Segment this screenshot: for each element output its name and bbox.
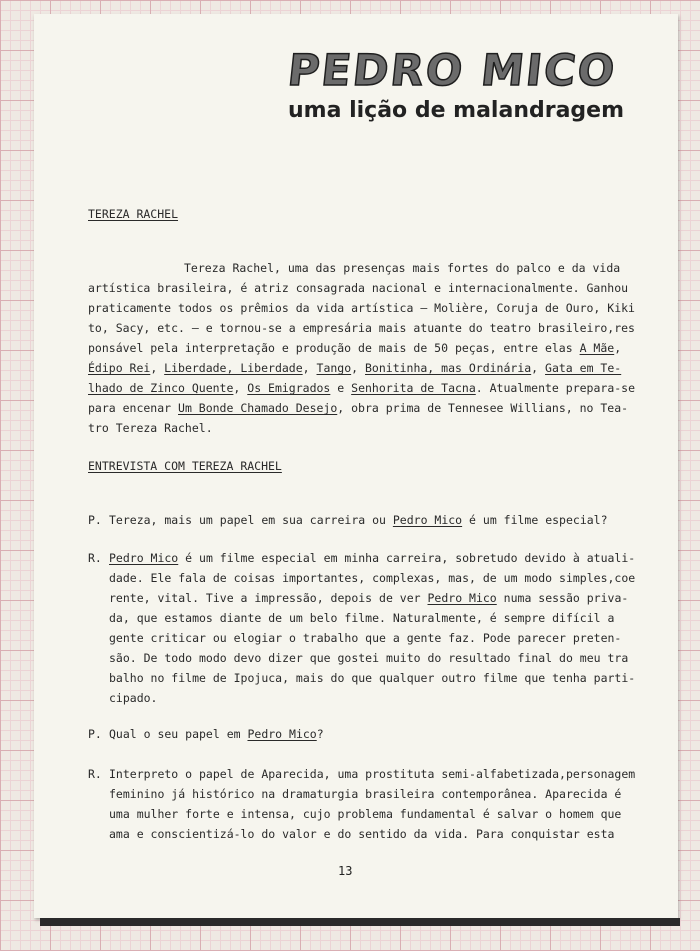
answer-2-text [109, 764, 636, 844]
answer-label: R. [88, 551, 102, 565]
text-line: para encenar Um Bonde Chamado Desejo, obra prima de Tennesee Willians, no Tea- [88, 401, 629, 415]
text-line: gente criticar ou elogiar o trabalho que a gente faz. Pode parecer preten- [109, 631, 622, 645]
text-line: uma mulher forte e intensa, cujo problema fundamental é salvar o homem que [109, 807, 622, 821]
question-2 [88, 724, 613, 744]
question-label: P. [88, 513, 102, 527]
logo-subtitle: uma lição de malandragem [288, 98, 625, 123]
text-line: rente, vital. Tive a impressão, depois de ver Pedro Mico numa sessão priva- [109, 591, 629, 605]
section-heading-interview: ENTREVISTA COM TEREZA RACHEL [88, 459, 282, 473]
text-line: to, Sacy, etc. — e tornou-se a empresária mais atuante do teatro brasileiro,res [88, 321, 635, 335]
answer-label: R. [88, 767, 102, 781]
answer-1-text [109, 548, 636, 708]
text-line: artística brasileira, é atriz consagrada nacional e internacionalmente. Ganhou [88, 281, 629, 295]
answer-1 [88, 548, 636, 708]
text-line: Interpreto o papel de Aparecida, uma prostituta semi-alfabetizada,personagem [109, 767, 636, 781]
text-line: balho no filme de Ipojuca, mais do que qualquer outro filme que tenha parti- [109, 671, 636, 685]
text-line: Tereza Rachel, uma das presenças mais fortes do palco e da vida [184, 261, 621, 275]
section-heading-tereza-rachel: TEREZA RACHEL [88, 207, 179, 221]
text-line: da, que estamos diante de um belo filme. Naturalmente, é sempre difícil a [109, 611, 615, 625]
text-line: praticamente todos os prêmios da vida artística — Molière, Coruja de Ouro, Kiki [88, 301, 635, 315]
text-line: lhado de Zinco Quente, Os Emigrados e Senhorita de Tacna. Atualmente prepara-se [88, 381, 636, 395]
text-line: Pedro Mico é um filme especial em minha carreira, sobretudo devido à atuali- [109, 551, 636, 565]
black-tape-strip [40, 918, 680, 926]
text-line: Tereza, mais um papel em sua carreira ou Pedro Mico é um filme especial? [109, 513, 608, 527]
text-line: feminino já histórico na dramaturgia brasileira contemporânea. Aparecida é [109, 787, 622, 801]
text-line: tro Tereza Rachel. [88, 421, 213, 435]
question-2-text [109, 724, 613, 744]
answer-2 [88, 764, 636, 844]
logo-title: PEDRO MICO [285, 46, 619, 96]
text-line: cipado. [109, 691, 158, 705]
text-line: ponsável pela interpretação e produção de mais de 50 peças, entre elas A Mãe [88, 341, 615, 355]
text-line: Édipo Rei, Liberdade, Liberdade, Tango, Bonitinha, mas Ordinária, Gata em Te- [88, 361, 622, 375]
biography-paragraph [88, 258, 636, 438]
question-1 [88, 510, 613, 530]
film-logo [285, 46, 625, 123]
text-line: dade. Ele fala de coisas importantes, complexas, mas, de um modo simples,coe [109, 571, 636, 585]
question-label: P. [88, 727, 102, 741]
text-line: são. De todo modo devo dizer que gostei muito do resultado final do meu tra [109, 651, 629, 665]
text-line: Qual o seu papel em Pedro Mico? [109, 727, 324, 741]
question-1-text [109, 510, 613, 530]
text-line: ama e conscientizá-lo do valor e do sentido da vida. Para conquistar esta [109, 827, 615, 841]
page-number: 13 [338, 864, 353, 878]
